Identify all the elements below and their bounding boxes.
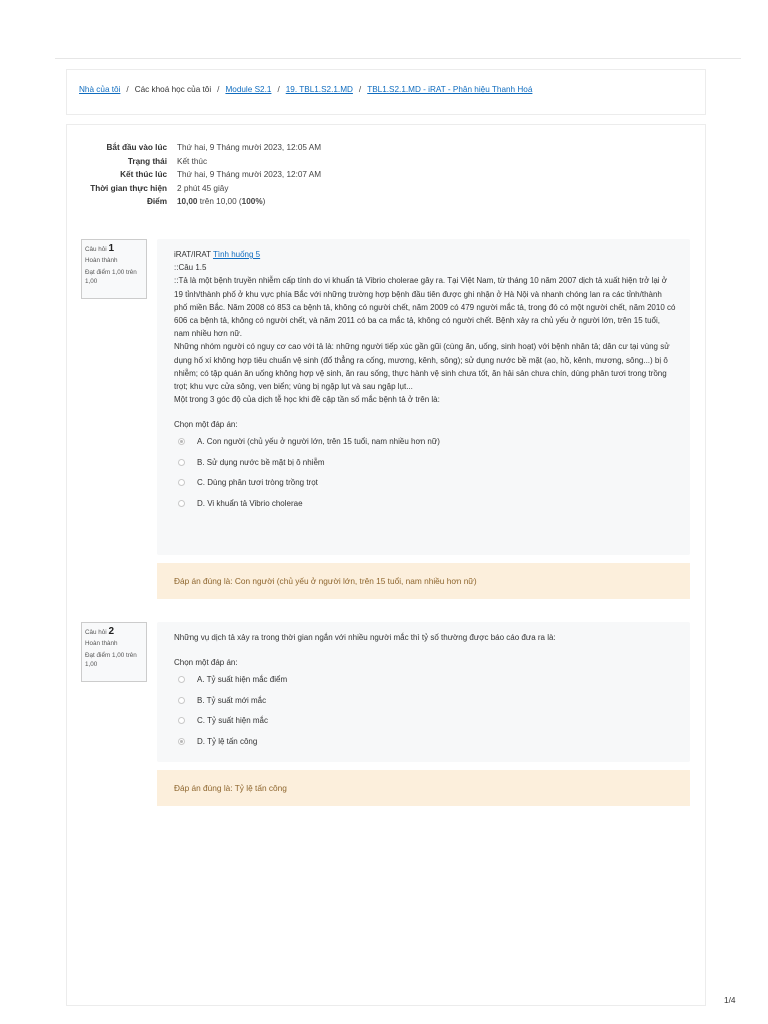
answer-option-a[interactable] bbox=[178, 669, 676, 690]
breadcrumb-quiz-link[interactable]: TBL1.S2.1.MD - iRAT - Phân hiệu Thanh Hoá bbox=[367, 85, 533, 94]
summary-label: Bắt đầu vào lúc bbox=[106, 143, 167, 152]
question-number: 2 bbox=[108, 626, 115, 637]
answer-option-b[interactable] bbox=[178, 452, 676, 473]
question-2-info bbox=[81, 622, 147, 682]
question-text: Những vụ dịch tả xảy ra trong thời gian ngắn với nhiều người mắc thì tỷ số thường được báo cáo đưa ra là: bbox=[174, 633, 556, 642]
summary-value bbox=[177, 195, 265, 209]
question-2-feedback bbox=[157, 770, 690, 806]
question-text: Một trong 3 góc độ của dịch tễ học khi đề cập tần số mắc bệnh tả ở trên là: bbox=[174, 395, 440, 405]
correct-answer-text: Đáp án đúng là: Tỷ lệ tấn công bbox=[174, 783, 287, 793]
question-score: Đạt điểm 1,00 trên 1,00 bbox=[85, 652, 137, 668]
question-tags bbox=[174, 248, 676, 261]
question-category: iRAT/IRAT bbox=[174, 250, 213, 259]
option-label: C. Dùng phân tươi tròng trồng trọt bbox=[197, 478, 318, 488]
question-number: 1 bbox=[108, 243, 115, 254]
question-score: Đạt điểm 1,00 trên 1,00 bbox=[85, 269, 137, 285]
breadcrumb-my-courses: Các khoá học của tôi bbox=[134, 85, 212, 94]
option-label: A. Con người (chủ yếu ở người lớn, trên 15 tuổi, nam nhiều hơn nữ) bbox=[197, 437, 440, 447]
summary-label: Kết thúc lúc bbox=[120, 170, 167, 179]
radio-icon[interactable] bbox=[178, 676, 185, 683]
answer-option-a[interactable] bbox=[178, 432, 676, 453]
answer-prompt: Chọn một đáp án: bbox=[174, 420, 238, 430]
radio-selected-icon[interactable] bbox=[178, 738, 185, 745]
top-divider bbox=[55, 58, 741, 59]
radio-icon[interactable] bbox=[178, 500, 185, 507]
attempt-summary bbox=[67, 141, 321, 209]
question-status: Hoàn thành bbox=[85, 640, 118, 647]
page-number: 1/4 bbox=[724, 995, 736, 1005]
grade-close: ) bbox=[262, 197, 266, 206]
summary-row-time-taken bbox=[67, 182, 321, 196]
answer-option-c[interactable] bbox=[178, 473, 676, 494]
case-link[interactable]: Tình huống 5 bbox=[212, 250, 261, 259]
correct-answer-text: Đáp án đúng là: Con người (chủ yếu ở người lớn, trên 15 tuổi, nam nhiều hơn nữ) bbox=[174, 576, 477, 586]
summary-row-completed bbox=[67, 168, 321, 182]
radio-icon[interactable] bbox=[178, 717, 185, 724]
question-paragraph: Những nhóm người có nguy cơ cao với tả là: những người tiếp xúc gần gũi (cùng ăn, uống, sinh hoạt) với bệnh nhân tả; dân cư tại vùng sử dụng hố xí không hợp tiêu chuẩn vệ sinh (đổ thẳng ra cống, mương, kênh, sông); sử dụng nước bề mặt (ao, hồ, kênh, mương, sông...) bị ô nhiễm; có tập quán ăn uống không hợp vệ sinh, ăn rau sống, thực hành vệ sinh chưa tốt, ăn hải sản chưa chín, dùng phân tươi trong trồng trọt; khu vực cửa sông, ven biển; vùng bị ngập lụt và sau ngập lụt... bbox=[174, 342, 670, 392]
question-paragraph: ::Tả là một bệnh truyền nhiễm cấp tính do vi khuẩn tả Vibrio cholerae gây ra. Tại Việt Nam, từ tháng 10 năm 2007 dịch tả xuất hiện trở lại ở 19 tỉnh/thành phố ở khu vực phía Bắc với những trường hợp bệnh đầu tiên được ghi nhận ở Hà Nội và nhanh chóng lan ra các tỉnh/thành phố miền Bắc. Năm 2008 có 853 ca bệnh tả, không có người chết, năm 2009 có 479 người mắc tả, trong đó có một người chết, năm 2010 có 606 ca bệnh tả, không có người chết, và năm 2011 có ba ca mắc tả, không có người chết. Bệnh xảy ra chủ yếu ở người lớn, trên 15 tuổi, nam nhiều hơn nữ. bbox=[174, 276, 676, 339]
summary-value: Kết thúc bbox=[177, 156, 208, 166]
breadcrumb: Nhà của tôi / Các khoá học của tôi / Module S2.1 / 19. TBL1.S2.1.MD / TBL1.S2.1.MD - iRAT - Phân hiệu Thanh Hoá bbox=[66, 69, 706, 115]
radio-selected-icon[interactable] bbox=[178, 438, 185, 445]
summary-value: Thứ hai, 9 Tháng mười 2023, 12:07 AM bbox=[177, 170, 322, 179]
summary-label: Điểm bbox=[146, 197, 167, 206]
grade-out-of: trên 10,00 ( bbox=[197, 197, 242, 206]
question-status: Hoàn thành bbox=[85, 257, 118, 264]
grade-value: 10,00 bbox=[177, 197, 198, 206]
answer-option-d[interactable] bbox=[178, 731, 676, 752]
radio-icon[interactable] bbox=[178, 697, 185, 704]
quiz-review-region bbox=[66, 124, 706, 1006]
question-1-content bbox=[157, 239, 690, 555]
breadcrumb-home-link[interactable]: Nhà của tôi bbox=[79, 85, 121, 94]
breadcrumb-course-link[interactable]: 19. TBL1.S2.1.MD bbox=[285, 85, 353, 94]
option-label: A. Tỷ suất hiện mắc điểm bbox=[197, 675, 288, 685]
question-1-feedback bbox=[157, 563, 690, 599]
answer-option-d[interactable] bbox=[178, 493, 676, 514]
summary-row-state bbox=[67, 155, 321, 169]
radio-icon[interactable] bbox=[178, 479, 185, 486]
option-label: C. Tỷ suất hiện mắc bbox=[197, 716, 268, 726]
option-label: D. Vi khuẩn tả Vibrio cholerae bbox=[197, 498, 303, 508]
radio-icon[interactable] bbox=[178, 459, 185, 466]
answer-prompt: Chọn một đáp án: bbox=[174, 658, 238, 668]
question-subtitle: ::Câu 1.5 bbox=[174, 263, 207, 273]
option-label: B. Sử dụng nước bề mặt bị ô nhiễm bbox=[197, 457, 325, 467]
summary-label: Thời gian thực hiện bbox=[90, 183, 167, 193]
summary-value: 2 phút 45 giây bbox=[177, 183, 229, 193]
answer-option-b[interactable] bbox=[178, 690, 676, 711]
question-1-info bbox=[81, 239, 147, 299]
summary-label: Trạng thái bbox=[127, 156, 167, 166]
summary-row-started bbox=[67, 141, 321, 155]
question-label: Câu hỏi bbox=[85, 246, 107, 253]
answer-option-c[interactable] bbox=[178, 710, 676, 731]
grade-percent: 100% bbox=[241, 197, 263, 206]
question-label: Câu hỏi bbox=[85, 629, 107, 636]
question-2-content bbox=[157, 622, 690, 762]
option-label: D. Tỷ lệ tấn công bbox=[197, 736, 258, 746]
option-label: B. Tỷ suất mới mắc bbox=[197, 695, 267, 705]
summary-value: Thứ hai, 9 Tháng mười 2023, 12:05 AM bbox=[177, 143, 322, 152]
summary-row-grade bbox=[67, 195, 321, 209]
breadcrumb-module-link[interactable]: Module S2.1 bbox=[225, 85, 272, 94]
